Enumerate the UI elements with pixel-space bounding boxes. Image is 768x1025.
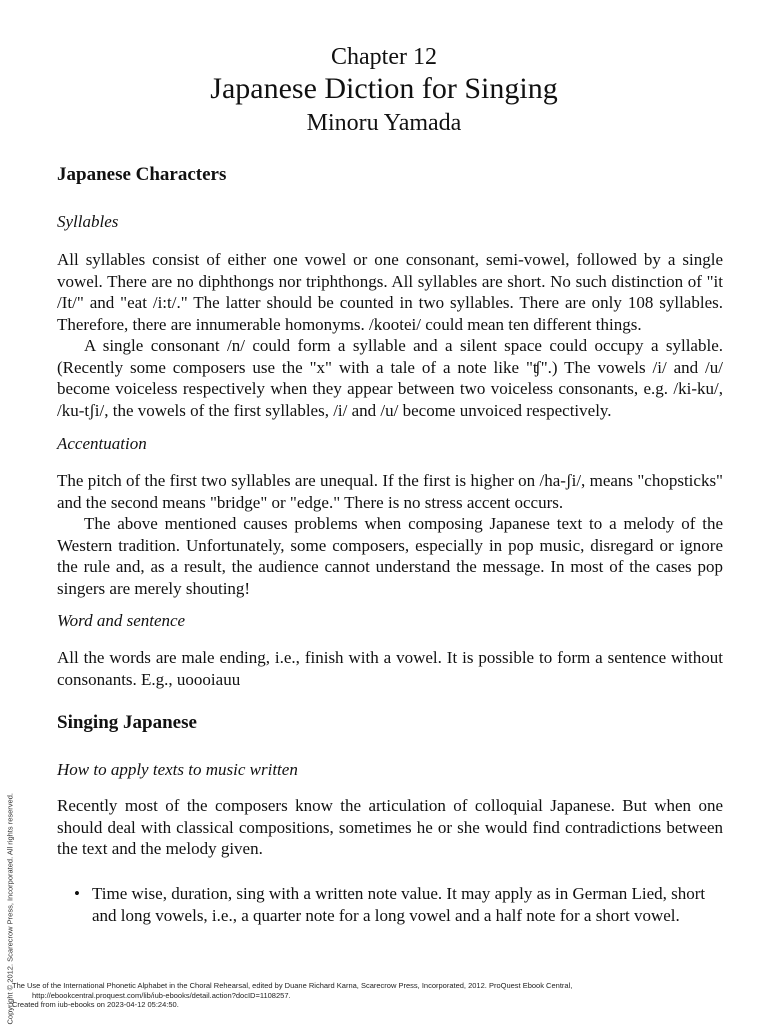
paragraph-accentuation-2: The above mentioned causes problems when composing Japanese text to a melody of the Western tradition. Unfortunately, some composers, especially in pop music, disregard or ignore the rule and, as a result, the audience cannot understand the message. In most of the cases pop singers are merely shouting! <box>57 514 723 598</box>
subheading-accentuation: Accentuation <box>57 434 147 453</box>
bullet-icon: • <box>74 884 80 903</box>
paragraph-word-1: All the words are male ending, i.e., finish with a vowel. It is possible to form a sentence without consonants. E.g., uoooiauu <box>57 648 723 689</box>
chapter-title: Japanese Diction for Singing <box>210 72 558 105</box>
footer-created: Created from iub-ebooks on 2023-04-12 05:24:50. <box>12 1000 179 1009</box>
list-item <box>74 883 723 926</box>
bullet-list <box>57 883 723 926</box>
citation-footer <box>12 981 752 1010</box>
section-heading-singing-japanese: Singing Japanese <box>57 712 197 733</box>
chapter-number: Chapter 12 <box>331 44 437 70</box>
subheading-word-and-sentence: Word and sentence <box>57 611 186 630</box>
paragraph-apply-1: Recently most of the composers know the articulation of colloquial Japanese. But when one should deal with classical compositions, sometimes he or she would find contradictions between the text and the melody given. <box>57 796 723 858</box>
copyright-sidebar <box>0 0 16 1024</box>
chapter-author: Minoru Yamada <box>306 110 462 136</box>
word-paragraphs <box>57 647 723 690</box>
paragraph-syllables-2: A single consonant /n/ could form a syllable and a silent space could occupy a syllable. (Recently some composers use the "x" with a tale of a note like "ʧ".) The vowels /i/ and /u/ become voiceless respectively when they appear between two voiceless consonants, e.g. /ki-ku/, /ku-tʃi/, the vowels of the first syllables, /i/ and /u/ become unvoiced respectively. <box>57 336 723 420</box>
syllables-paragraphs <box>57 249 723 421</box>
footer-citation: The Use of the International Phonetic Alphabet in the Choral Rehearsal, edited by Duane Richard Karna, Scarecrow Press, Incorporated, 2012. ProQuest Ebook Central, <box>12 981 573 990</box>
copyright-text: Copyright © 2012. Scarecrow Press, Incorporated. All rights reserved. <box>5 793 15 1025</box>
accentuation-paragraphs <box>57 470 723 599</box>
apply-paragraphs <box>57 795 723 860</box>
footer-url: http://ebookcentral.proquest.com/lib/iub-ebooks/detail.action?docID=1108257. <box>32 990 291 1000</box>
bullet-text: Time wise, duration, sing with a written note value. It may apply as in German Lied, short and long vowels, i.e., a quarter note for a long vowel and a half note for a short vowel. <box>92 884 706 925</box>
paragraph-accentuation-1: The pitch of the first two syllables are unequal. If the first is higher on /ha-ʃi/, means "chopsticks" and the second means "bridge" or "edge." There is no stress accent occurs. <box>57 471 723 512</box>
subheading-how-to-apply: How to apply texts to music written <box>57 760 298 779</box>
subheading-syllables: Syllables <box>57 212 119 231</box>
section-heading-japanese-characters: Japanese Characters <box>57 164 227 185</box>
paragraph-syllables-1: All syllables consist of either one vowel or one consonant, semi-vowel, followed by a single vowel. There are no diphthongs nor triphthongs. All syllables are short. No such distinction of "it /It/" and "eat /i:t/." The latter should be counted in two syllables. There are only 108 syllables. Therefore, there are innumerable homonyms. /kootei/ could mean ten different things. <box>57 250 723 334</box>
